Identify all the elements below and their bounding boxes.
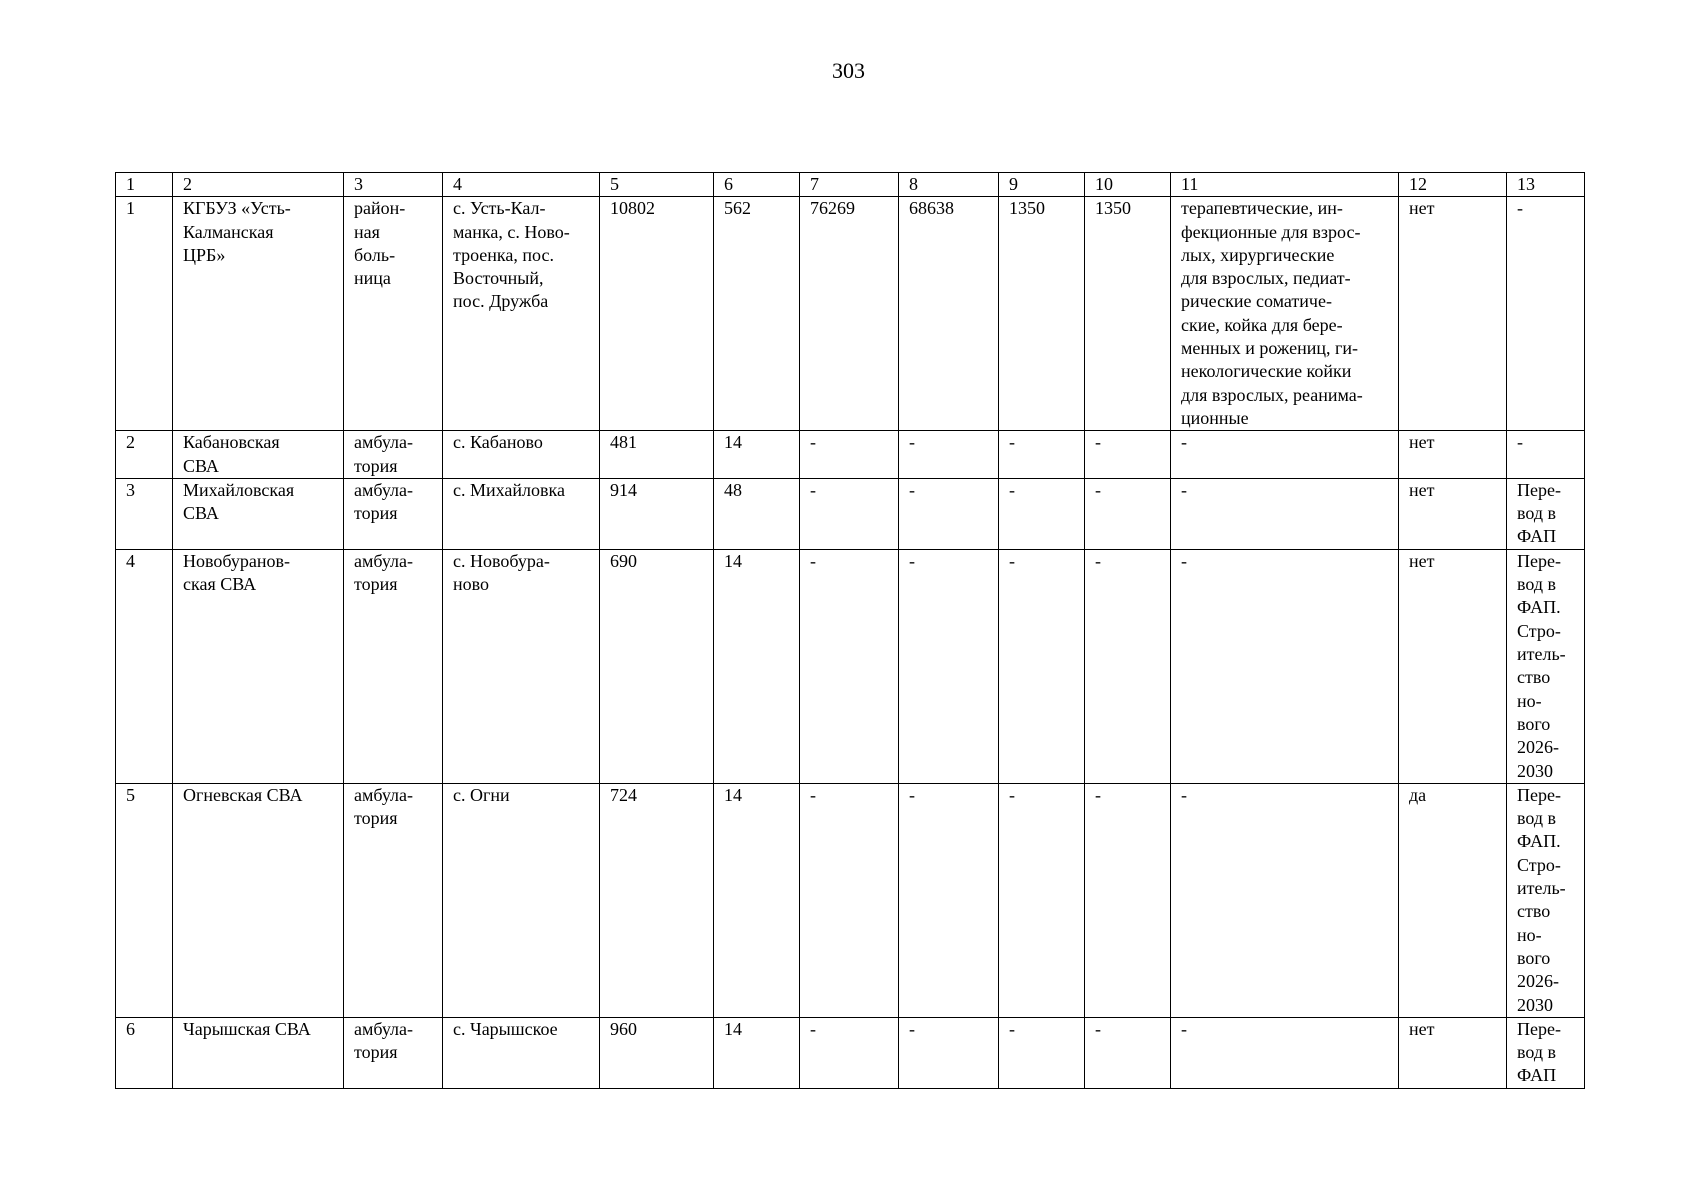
table-cell: с. Новобура- ново	[443, 549, 600, 783]
table-cell: с. Огни	[443, 783, 600, 1017]
table-cell: 1350	[999, 197, 1085, 431]
table-cell: нет	[1399, 478, 1507, 549]
table-cell: -	[1085, 1017, 1171, 1088]
table-header-row	[116, 173, 1585, 197]
table-cell: -	[1171, 783, 1399, 1017]
table-row	[116, 1017, 1585, 1088]
table-cell: Пере- вод в ФАП. Стро- итель- ство но- вого 2026- 2030	[1507, 549, 1585, 783]
table-cell: -	[800, 478, 899, 549]
header-cell: 13	[1507, 173, 1585, 197]
table-cell: -	[800, 431, 899, 479]
table-cell: 48	[714, 478, 800, 549]
table-cell: 14	[714, 783, 800, 1017]
table-row	[116, 197, 1585, 431]
table-cell: -	[800, 783, 899, 1017]
table-cell: 562	[714, 197, 800, 431]
table-cell: 4	[116, 549, 173, 783]
table-cell: с. Чарышское	[443, 1017, 600, 1088]
table-cell: с. Михайловка	[443, 478, 600, 549]
table-cell: да	[1399, 783, 1507, 1017]
table-cell: -	[1171, 478, 1399, 549]
table-cell: -	[1171, 1017, 1399, 1088]
table-cell: Пере- вод в ФАП	[1507, 1017, 1585, 1088]
table-cell: 690	[600, 549, 714, 783]
table-cell: нет	[1399, 549, 1507, 783]
header-cell: 7	[800, 173, 899, 197]
table-cell: Михайловская СВА	[173, 478, 344, 549]
table-cell: 481	[600, 431, 714, 479]
table-cell: -	[1085, 431, 1171, 479]
table-cell: -	[899, 783, 999, 1017]
table-cell: 960	[600, 1017, 714, 1088]
header-cell: 3	[344, 173, 443, 197]
table-row	[116, 431, 1585, 479]
facilities-table	[115, 172, 1585, 1089]
table-cell: -	[1171, 431, 1399, 479]
table-cell: Кабановская СВА	[173, 431, 344, 479]
table-cell: Пере- вод в ФАП. Стро- итель- ство но- вого 2026- 2030	[1507, 783, 1585, 1017]
table-cell: с. Усть-Кал- манка, с. Ново- троенка, пос. Восточный, пос. Дружба	[443, 197, 600, 431]
header-cell: 9	[999, 173, 1085, 197]
table-cell: КГБУЗ «Усть- Калманская ЦРБ»	[173, 197, 344, 431]
table-cell: 1350	[1085, 197, 1171, 431]
table-cell: нет	[1399, 431, 1507, 479]
table-cell: 10802	[600, 197, 714, 431]
table-cell: -	[1085, 478, 1171, 549]
table-cell: 1	[116, 197, 173, 431]
table-cell: -	[800, 1017, 899, 1088]
table-cell: амбула- тория	[344, 1017, 443, 1088]
header-cell: 6	[714, 173, 800, 197]
page-number: 303	[832, 58, 865, 83]
table-cell: район- ная боль- ница	[344, 197, 443, 431]
table-cell: терапевтические, ин- фекционные для взрос- лых, хирургические для взрослых, педиат- рические соматиче- ские, койка для бере- менных и рожениц, ги- некологические койки для взрослых, реанима- ционные	[1171, 197, 1399, 431]
table-cell: -	[899, 1017, 999, 1088]
table-cell: -	[800, 549, 899, 783]
table-cell: нет	[1399, 197, 1507, 431]
table-cell: -	[1507, 197, 1585, 431]
table-row	[116, 478, 1585, 549]
table-cell: -	[999, 549, 1085, 783]
table-cell: с. Кабаново	[443, 431, 600, 479]
table-cell: 5	[116, 783, 173, 1017]
table-row	[116, 549, 1585, 783]
table-cell: -	[899, 549, 999, 783]
table-cell: -	[999, 431, 1085, 479]
table-cell: амбула- тория	[344, 478, 443, 549]
table-cell: -	[899, 478, 999, 549]
table-cell: 68638	[899, 197, 999, 431]
table-cell: 724	[600, 783, 714, 1017]
table-cell: 914	[600, 478, 714, 549]
table-cell: -	[1085, 783, 1171, 1017]
table-cell: -	[999, 783, 1085, 1017]
table-cell: амбула- тория	[344, 431, 443, 479]
table-cell: амбула- тория	[344, 783, 443, 1017]
table-cell: Огневская СВА	[173, 783, 344, 1017]
table-cell: -	[999, 1017, 1085, 1088]
table-cell: 76269	[800, 197, 899, 431]
table-cell: Пере- вод в ФАП	[1507, 478, 1585, 549]
header-cell: 10	[1085, 173, 1171, 197]
table-cell: 6	[116, 1017, 173, 1088]
header-cell: 8	[899, 173, 999, 197]
table-cell: нет	[1399, 1017, 1507, 1088]
table-cell: 14	[714, 431, 800, 479]
header-cell: 4	[443, 173, 600, 197]
table-cell: 14	[714, 549, 800, 783]
table-cell: -	[999, 478, 1085, 549]
header-cell: 12	[1399, 173, 1507, 197]
table-cell: Новобуранов- ская СВА	[173, 549, 344, 783]
header-cell: 2	[173, 173, 344, 197]
table-cell: -	[1085, 549, 1171, 783]
table-row	[116, 783, 1585, 1017]
table-cell: -	[1507, 431, 1585, 479]
table-cell: амбула- тория	[344, 549, 443, 783]
header-cell: 1	[116, 173, 173, 197]
table-cell: -	[899, 431, 999, 479]
table-cell: Чарышская СВА	[173, 1017, 344, 1088]
table-cell: 2	[116, 431, 173, 479]
table-cell: 14	[714, 1017, 800, 1088]
header-cell: 5	[600, 173, 714, 197]
table-cell: 3	[116, 478, 173, 549]
header-cell: 11	[1171, 173, 1399, 197]
table-cell: -	[1171, 549, 1399, 783]
